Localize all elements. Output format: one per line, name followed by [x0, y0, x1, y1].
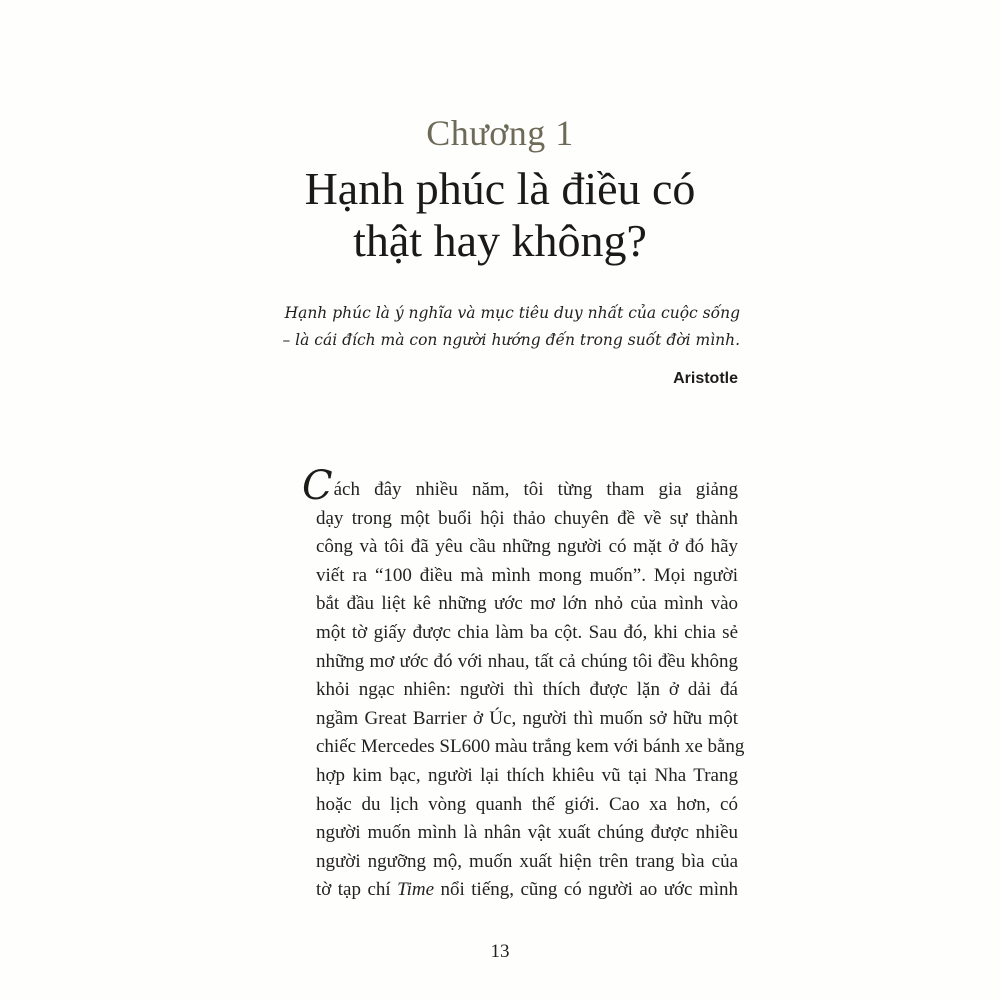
chapter-title: [0, 163, 1000, 267]
epigraph-line-1: Hạnh phúc là ý nghĩa và mục tiêu duy nhất của cuộc sống: [284, 304, 740, 322]
body-line: hoặc du lịch vòng quanh thế giới. Cao xa hơn, có: [316, 793, 738, 815]
drop-cap: C: [302, 463, 333, 509]
body-line: hợp kim bạc, người lại thích khiêu vũ tại Nha Trang: [316, 764, 738, 786]
page-number: 13: [490, 941, 510, 962]
body-line: ngầm Great Barrier ở Úc, người thì muốn sở hữu một: [316, 707, 738, 729]
chapter-label: Chương 1: [426, 113, 574, 153]
body-line: viết ra “100 điều mà mình mong muốn”. Mọi người: [316, 564, 738, 586]
body-line: người muốn mình là nhân vật xuất chúng được nhiều: [316, 822, 738, 844]
epigraph-author: Aristotle: [673, 370, 738, 387]
epigraph-quote: [270, 300, 740, 354]
body-line: người ngưỡng mộ, muốn xuất hiện trên trang bìa của: [316, 850, 738, 872]
body-line: Cách đây nhiều năm, tôi từng tham gia giảng: [302, 463, 738, 509]
chapter-title-line-1: Hạnh phúc là điều có: [304, 163, 696, 214]
body-line: chiếc Mercedes SL600 màu trắng kem với bánh xe bằng: [316, 736, 745, 758]
magazine-title-time: Time: [397, 879, 435, 901]
body-line: dạy trong một buổi hội thảo chuyên đề về sự thành: [316, 507, 738, 529]
body-line: công và tôi đã yêu cầu những người có mặt ở đó hãy: [316, 536, 738, 558]
chapter-title-line-2: thật hay không?: [353, 215, 647, 266]
body-paragraph: [302, 463, 745, 905]
body-line: những mơ ước đó với nhau, tất cả chúng tôi đều không: [316, 650, 738, 672]
epigraph-line-2: – là cái đích mà con người hướng đến trong suốt đời mình.: [282, 331, 740, 349]
body-line-last: tờ tạp chí Time nổi tiếng, cũng có người ao ước mình: [316, 879, 739, 901]
body-line: một tờ giấy được chia làm ba cột. Sau đó, khi chia sẻ: [316, 621, 738, 643]
body-line: bắt đầu liệt kê những ước mơ lớn nhỏ của mình vào: [316, 593, 738, 615]
body-line: khỏi ngạc nhiên: người thì thích được lặn ở dải đá: [316, 679, 738, 701]
